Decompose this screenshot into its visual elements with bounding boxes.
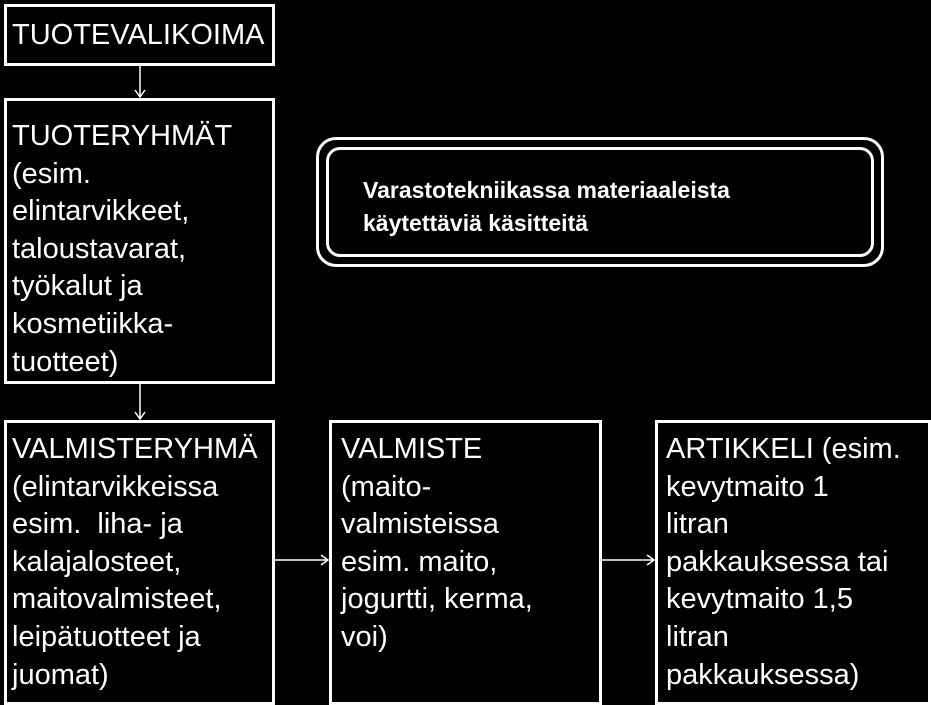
box-tuoteryhmat-text: TUOTERYHMÄT (esim. elintarvikkeet, taloustavarat, työkalut ja kosmetiikka- tuotteet)	[12, 120, 233, 378]
callout-text: Varastotekniikassa materiaaleista käytettäviä käsitteitä	[363, 177, 730, 236]
box-artikkeli	[655, 420, 931, 705]
box-valmiste-text: VALMISTE (maito- valmisteissa esim. maito, jogurtti, kerma, voi)	[341, 433, 533, 653]
box-artikkeli-text: ARTIKKELI (esim. kevytmaito 1 litran pakkauksessa tai kevytmaito 1,5 litran pakkauksessa)	[666, 433, 901, 691]
box-tuoteryhmat	[4, 98, 275, 384]
callout-frame	[316, 137, 884, 267]
arrow-valmisteryhma-to-valmiste	[275, 555, 328, 565]
arrow-tuotevalikoima-to-tuoteryhmat	[135, 66, 145, 97]
box-valmisteryhma	[4, 420, 275, 705]
box-valmisteryhma-text: VALMISTERYHMÄ (elintarvikkeissa esim. liha- ja kalajalosteet, maitovalmisteet, leipätuotteet ja juomat)	[12, 433, 258, 691]
arrow-tuoteryhmat-to-valmisteryhma	[135, 384, 145, 419]
box-valmiste	[329, 420, 602, 705]
arrow-valmiste-to-artikkeli	[602, 555, 654, 565]
box-tuotevalikoima-text: TUOTEVALIKOIMA	[12, 19, 265, 51]
box-tuotevalikoima	[4, 4, 275, 66]
